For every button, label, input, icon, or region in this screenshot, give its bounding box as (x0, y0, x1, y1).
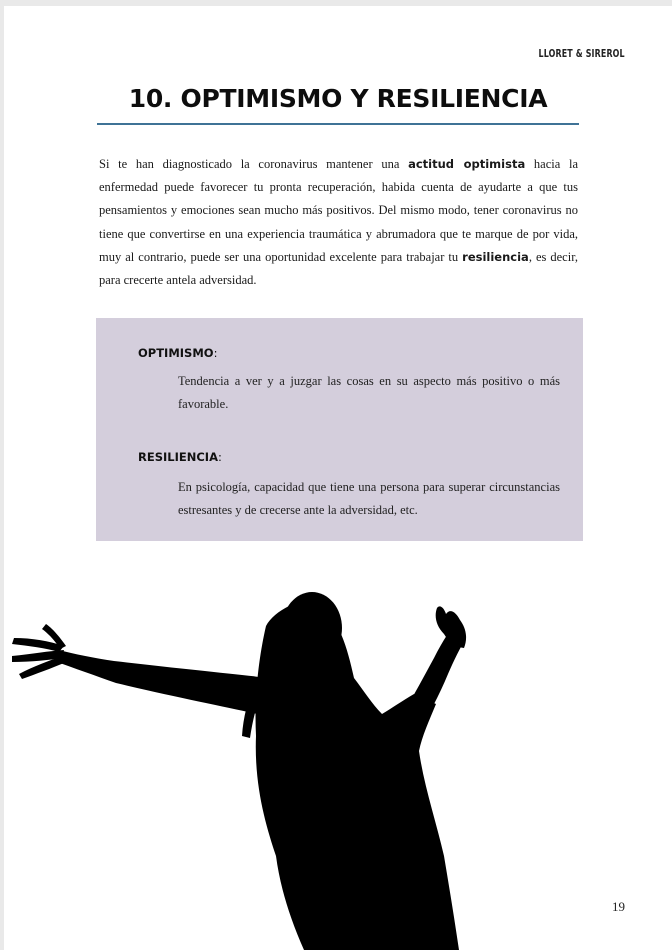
term-colon: : (213, 346, 218, 360)
document-page (4, 6, 672, 950)
definitions-box (96, 318, 583, 541)
term-label: RESILIENCIA (138, 450, 218, 464)
definition-text-resilience: En psicología, capacidad que tiene una persona para superar circunstancias estresantes y de crecerse ante la adversidad, etc. (178, 480, 560, 517)
title-underline (97, 123, 579, 125)
definition-term-resilience (138, 450, 222, 464)
definition-term-optimism (138, 346, 217, 360)
intro-bold-resilience: resiliencia (462, 249, 529, 264)
intro-bold-optimism: actitud optimista (408, 157, 526, 171)
intro-paragraph (99, 153, 578, 292)
intro-text-1: Si te han diagnosticado la coronavirus mantener una (99, 157, 409, 171)
intro-text-3: , es decir, para crecerte antela adversidad. (99, 249, 578, 288)
woman-silhouette-icon (4, 586, 672, 950)
term-colon: : (217, 450, 222, 464)
running-header: LLORET & SIREROL (538, 47, 625, 60)
intro-text-2: hacia la enfermedad puede favorecer tu pronta recuperación, habida cuenta de ayudarte a que tus pensamientos y emociones sean mucho más positivos. Del mismo modo, tener coronavirus no tiene que convertirse en una experiencia traumática y abrumadora que te marque de por vida, muy al contrario, puede ser una oportunidad excelente para trabajar tu (99, 157, 578, 264)
page-title: 10. OPTIMISMO Y RESILIENCIA (128, 84, 548, 113)
page-number: 19 (612, 899, 625, 914)
definition-text-optimism: Tendencia a ver y a juzgar las cosas en su aspecto más positivo o más favorable. (178, 374, 560, 411)
term-label: OPTIMISMO (138, 346, 214, 360)
